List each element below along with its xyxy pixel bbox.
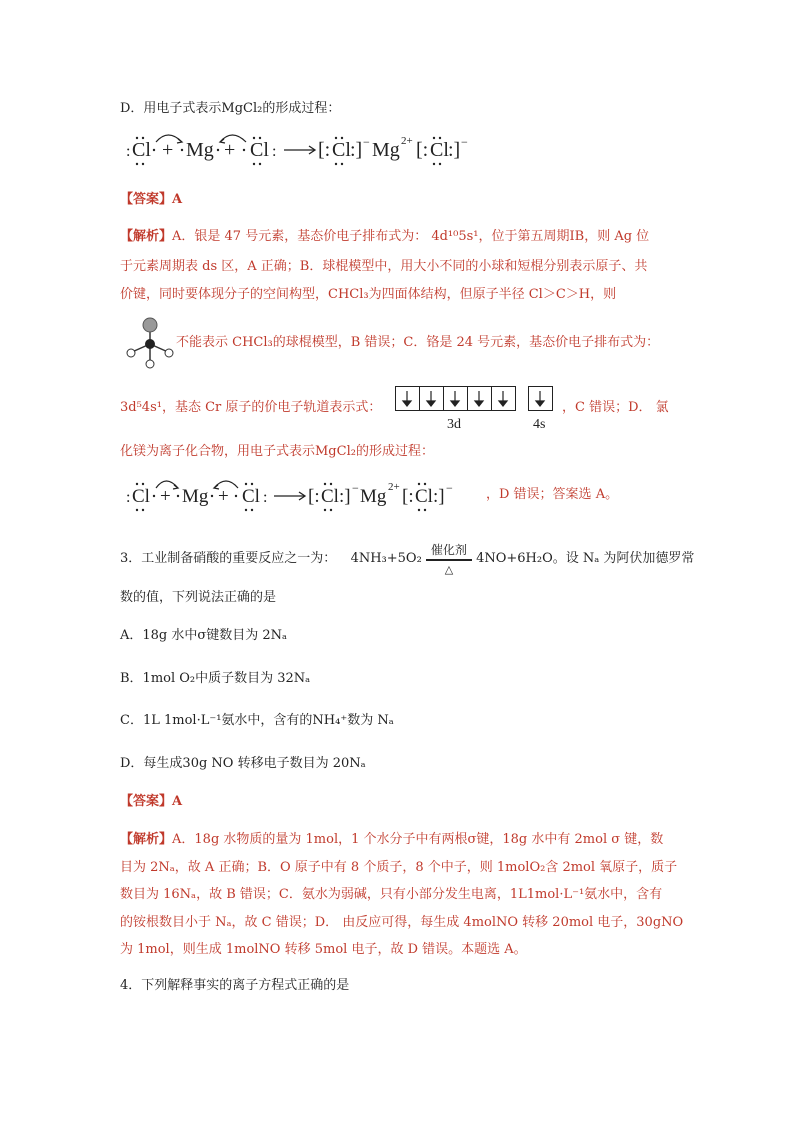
q3-reaction-arrow bbox=[426, 542, 472, 576]
q3-exp-label: 【解析】 bbox=[120, 832, 173, 847]
svg-text:Cl: Cl bbox=[321, 486, 339, 507]
q3-exp-line-4: 的铵根数目小于 Nₐ，故 C 错误；D． 由反应可得，每生成 4molNO 转移 20mol 电子，30gNO bbox=[120, 915, 684, 930]
q3-option-d: D．每生成30g NO 转移电子数目为 20Nₐ bbox=[120, 756, 366, 771]
svg-text:Cl: Cl bbox=[430, 139, 449, 161]
svg-text:+: + bbox=[218, 486, 229, 507]
svg-text:−: − bbox=[352, 481, 359, 495]
orbital-label-3d: 3d bbox=[447, 417, 461, 432]
q3-stem-line-2: 数的值，下列说法正确的是 bbox=[120, 590, 277, 605]
svg-text:Cl: Cl bbox=[132, 486, 150, 507]
plus-2: + bbox=[224, 139, 236, 161]
svg-text::: : bbox=[126, 489, 131, 506]
electron-formula-1 bbox=[120, 128, 520, 174]
svg-text:−: − bbox=[446, 481, 453, 495]
q4-stem: 4．下列解释事实的离子方程式正确的是 bbox=[120, 978, 350, 993]
svg-text::]: :] bbox=[433, 486, 445, 507]
svg-text::]: :] bbox=[350, 139, 363, 161]
option-d-text: D．用电子式表示MgCl₂的形成过程： bbox=[120, 101, 341, 116]
q3-exp-line-2: 目为 2Nₐ，故 A 正确；B．O 原子中有 8 个质子，8 个中子，则 1molO₂含 2mol 氧原子，质子 bbox=[120, 860, 678, 875]
q3-option-b: B．1mol O₂中质子数目为 32Nₐ bbox=[120, 671, 311, 686]
q2-exp-text-1: A．银是 47 号元素，基态价电子排布式为： 4d¹⁰5s¹，位于第五周期ⅠB，则 Ag 位 bbox=[172, 229, 650, 244]
q3-option-a: A．18g 水中σ键数目为 2Nₐ bbox=[120, 628, 288, 643]
q3-reaction-left: 4NH₃+5O₂ bbox=[350, 551, 422, 566]
q3-reaction-right: 4NO+6H₂O bbox=[476, 551, 553, 566]
svg-text::]: :] bbox=[339, 486, 351, 507]
svg-text:−: − bbox=[363, 135, 370, 149]
q3-exp-text-1: A．18g 水物质的量为 1mol，1 个水分子中有两根σ键，18g 水中有 2mol σ 键，数 bbox=[172, 832, 664, 847]
q2-exp-line-5b: ，C 错误；D． 氯 bbox=[562, 400, 669, 415]
svg-text::: : bbox=[263, 489, 268, 506]
svg-text:2+: 2+ bbox=[401, 135, 413, 147]
q2-exp-line-4: 不能表示 CHCl₃的球棍模型，B 错误；C．铬是 24 号元素，基态价电子排布式为： bbox=[176, 335, 660, 350]
q3-exp-line-1 bbox=[120, 831, 663, 849]
cl-left: Cl bbox=[132, 139, 151, 161]
q2-exp-line-6: 化镁为离子化合物，用电子式表示MgCl₂的形成过程： bbox=[120, 444, 434, 459]
electron-formula-2-svg bbox=[120, 474, 500, 514]
svg-text:Cl: Cl bbox=[332, 139, 351, 161]
q2-exp-line-5a: 3d⁵4s¹，基态 Cr 原子的价电子轨道表示式： bbox=[120, 400, 382, 415]
q2-exp-line-1 bbox=[120, 228, 649, 246]
q3-option-c: C．1L 1mol·L⁻¹氨水中，含有的NH₄⁺数为 Nₐ bbox=[120, 713, 394, 728]
svg-text:2+: 2+ bbox=[388, 481, 400, 493]
svg-text:Cl: Cl bbox=[242, 486, 260, 507]
svg-text:[:: [: bbox=[416, 139, 429, 161]
svg-text:Mg: Mg bbox=[182, 486, 209, 507]
orbital-diagram-4s bbox=[528, 386, 558, 436]
plus-1: + bbox=[162, 139, 174, 161]
mg2-ion: Mg bbox=[372, 139, 400, 161]
q2-exp-line-7b: ，D 错误；答案选 A。 bbox=[486, 487, 619, 502]
svg-text::]: :] bbox=[448, 139, 461, 161]
svg-text::: : bbox=[272, 143, 277, 160]
orbital-label-4s: 4s bbox=[533, 417, 546, 432]
electron-formula-2 bbox=[120, 474, 500, 520]
q3-exp-line-3: 数目为 16Nₐ，故 B 错误；C．氨水为弱碱，只有小部分发生电离，1L1mol·L⁻¹氨水中，含有 bbox=[120, 887, 663, 902]
q3-exp-line-5: 为 1mol，则生成 1molNO 转移 5mol 电子，故 D 错误。本题选 A。 bbox=[120, 942, 527, 957]
q3-answer: 【答案】A bbox=[120, 794, 183, 809]
svg-text:Cl: Cl bbox=[415, 486, 433, 507]
svg-text:[:: [: bbox=[318, 139, 331, 161]
electron-formula-1-svg bbox=[120, 128, 520, 168]
ball-stick-model-icon bbox=[124, 316, 176, 374]
catalyst-label: 催化剂 bbox=[430, 542, 467, 557]
svg-text:−: − bbox=[461, 135, 468, 149]
q3-stem-a: 3．工业制备硝酸的重要反应之一为： bbox=[120, 551, 337, 566]
q3-stem-b: 。设 Nₐ 为阿伏加德罗常 bbox=[552, 551, 695, 566]
q2-exp-line-2: 于元素周期表 ds 区，A 正确；B．球棍模型中，用大小不同的小球和短棍分别表示原子、共 bbox=[120, 259, 648, 274]
cl-right: Cl bbox=[250, 139, 269, 161]
svg-text::: : bbox=[126, 143, 131, 160]
heat-symbol: △ bbox=[444, 562, 454, 576]
svg-text:[:: [: bbox=[308, 486, 320, 507]
q2-exp-line-3: 价键，同时要体现分子的空间构型，CHCl₃为四面体结构，但原子半径 Cl＞C＞H，则 bbox=[120, 287, 617, 302]
q2-answer: 【答案】A bbox=[120, 192, 183, 207]
svg-text:[:: [: bbox=[402, 486, 414, 507]
orbital-diagram-3d bbox=[395, 386, 519, 436]
q3-stem-line-1 bbox=[120, 542, 695, 576]
svg-text:+: + bbox=[160, 486, 171, 507]
mg: Mg bbox=[186, 139, 214, 161]
svg-text:Mg: Mg bbox=[360, 486, 387, 507]
q2-exp-label: 【解析】 bbox=[120, 229, 173, 244]
